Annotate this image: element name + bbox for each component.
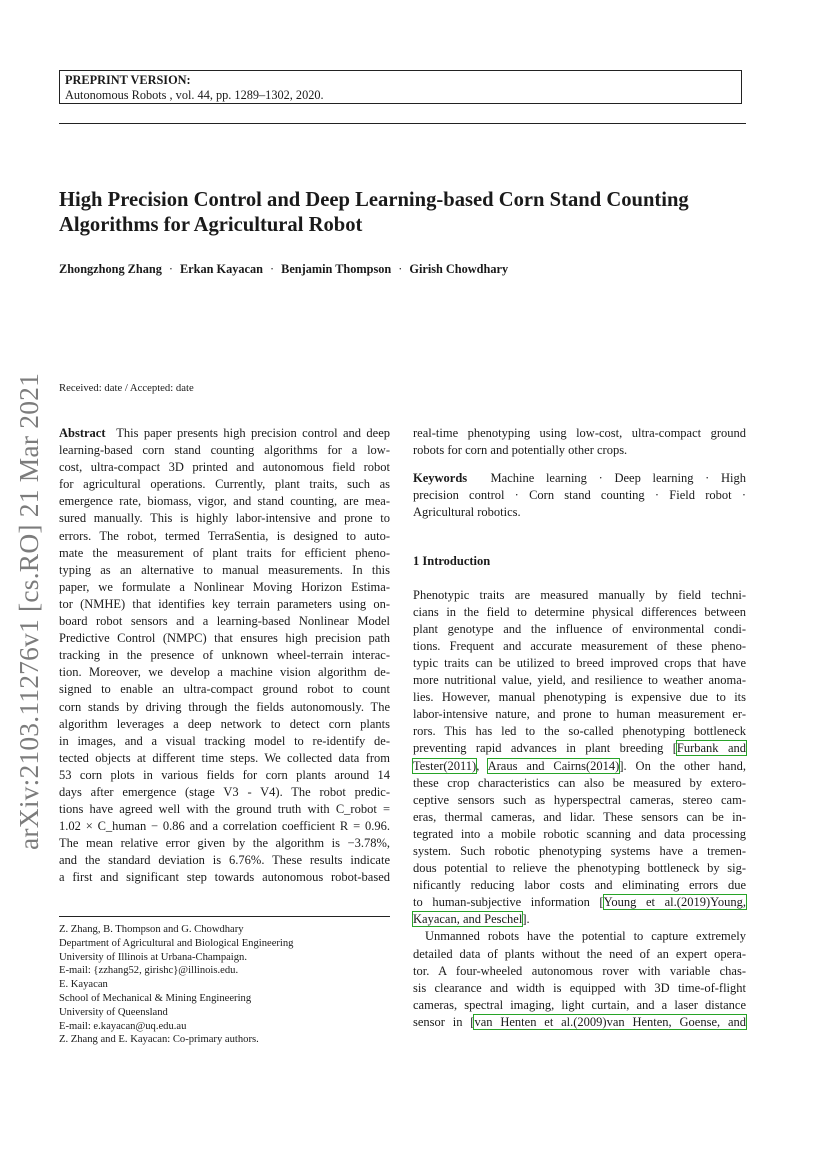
intro-line: typic traits can be utilized to breed improved crops that have [413, 655, 746, 670]
footnote-line: Z. Zhang, B. Thompson and G. Chowdhary [59, 924, 244, 935]
abstract-continuation-line: robots for corn and potentially other crops. [413, 443, 628, 458]
abstract-line: algorithm leverages a deep network to detect corn plants [59, 716, 390, 731]
abstract-line: typing as an alternative to manual measurements. In this [59, 562, 390, 577]
abstract-line: a first and significant step towards autonomous robot-based [59, 870, 390, 885]
footnote-line: E-mail: e.kayacan@uq.edu.au [59, 1020, 187, 1032]
preprint-citation: Autonomous Robots , vol. 44, pp. 1289–1302, 2020. [65, 88, 324, 102]
received-date: Received: date / Accepted: date [59, 382, 194, 394]
intro-line: sis clearance and width is equipped with 3D time-of-flight [413, 980, 746, 995]
abstract-line: tracking in the presence of unknown wheel-terrain interac- [59, 648, 390, 663]
footnote-line: University of Illinois at Urbana-Champaign. [59, 951, 247, 963]
citation-link[interactable]: Kayacan, and Peschel [413, 912, 523, 927]
abstract-line: and the standard deviation is 6.76%. These results indicate [59, 853, 390, 868]
abstract-line: errors. The robot, termed TerraSentia, is designed to auto- [59, 528, 390, 543]
abstract-line: tions have agreed well with the ground truth with C_robot = [59, 802, 390, 817]
footnote-line: E-mail: {zzhang52, girishc}@illinois.edu. [59, 965, 239, 977]
citation-link[interactable]: Young et al.(2019)Young, [603, 895, 747, 910]
abstract-line: tor (NMHE) that identifies key terrain parameters using on- [59, 596, 390, 611]
abstract-line: emergence rate, biomass, vigor, and stand counting, are mea- [59, 494, 390, 509]
abstract-line: corn stands by driving through the fields autonomously. The [59, 699, 390, 714]
author-separator: · [168, 262, 173, 276]
intro-line: preventing rapid advances in plant breeding [Furbank and [413, 741, 746, 756]
keywords-heading: Keywords [413, 471, 468, 486]
abstract-line: signed to enable an ultra-compact ground robot to count [59, 682, 390, 697]
abstract-line: mate the measurement of plant traits for efficient pheno- [59, 545, 390, 560]
citation-link[interactable]: van Henten et al.(2009)van Henten, Goense, and [474, 1014, 746, 1029]
abstract-line: tected objects at different time steps. We collected data from [59, 750, 390, 765]
title-line: High Precision Control and Deep Learning-based Corn Stand Counting [59, 189, 689, 211]
intro-line: Unmanned robots have the potential to capture extremely [425, 929, 746, 944]
abstract-line: tion. Moreover, we develop a machine vision algorithm de- [59, 665, 390, 680]
abstract-line: 53 corn plots in various fields for corn plants around 14 [59, 767, 390, 782]
intro-line: tegrated into a mobile robotic scanning and data processing [413, 826, 746, 841]
author-separator: · [398, 262, 403, 276]
preprint-label: PREPRINT VERSION: [65, 73, 191, 87]
intro-line: more nutritional value, yield, and resilience to weather anoma- [413, 673, 746, 688]
author-list [59, 262, 759, 277]
keywords-line: Keywords Machine learning · Deep learning · High [413, 471, 746, 486]
abstract-line: The mean relative error given by the algorithm is −3.78%, [59, 836, 390, 851]
intro-line: nificantly reducing labor costs and eliminating errors due [413, 878, 746, 893]
author-name: Benjamin Thompson [281, 262, 392, 276]
intro-line: ceptive sensors such as hyperspectral cameras, stereo cam- [413, 792, 746, 807]
abstract-continuation-line: real-time phenotyping using low-cost, ultra-compact ground [413, 426, 746, 440]
abstract-line: Predictive Control (NMPC) that ensures high precision path [59, 631, 390, 646]
header-rule [59, 123, 746, 124]
author-name: Girish Chowdhary [409, 262, 509, 276]
intro-line: to human-subjective information [Young et al.(2019)Young, [413, 895, 747, 910]
intro-line: plant genotype and the influence of environmental condi- [413, 621, 746, 636]
abstract-line: days after emergence (stage V3 - V4). The robot predic- [59, 784, 390, 799]
keywords-line: precision control · Corn stand counting · Field robot · [413, 488, 746, 503]
intro-line: tor. A four-wheeled autonomous rover with variable chas- [413, 963, 746, 978]
arxiv-stamp: arXiv:2103.11276v1 [cs.RO] 21 Mar 2021 [13, 372, 44, 850]
footnote-line: E. Kayacan [59, 979, 108, 991]
right-column [413, 425, 746, 1031]
footnote-line: Z. Zhang and E. Kayacan: Co-primary authors. [59, 1034, 259, 1046]
intro-line: tions. Frequent and accurate measurement of these pheno- [413, 638, 746, 653]
citation-link[interactable]: Tester(2011) [413, 758, 477, 773]
abstract-line: learning-based corn stand counting algorithms for a low- [59, 443, 390, 458]
intro-line: Tester(2011), Araus and Cairns(2014)]. On the other hand, [413, 758, 746, 773]
intro-line: cameras, spectral imaging, light curtain, and a laser distance [413, 997, 746, 1012]
affiliation-footnote [59, 923, 390, 1047]
intro-line: Phenotypic traits are measured manually by field techni- [413, 587, 746, 602]
intro-line: system. Such robotic phenotyping systems have a tremen- [413, 843, 746, 858]
preprint-notice-box [59, 70, 742, 104]
abstract-line: in images, and a visual tracking model to re-identify de- [59, 733, 390, 748]
citation-link[interactable]: Furbank and [676, 741, 746, 756]
citation-link[interactable]: Araus and Cairns(2014) [487, 758, 620, 773]
abstract-line: 1.02 × C_human − 0.86 and a correlation coefficient R = 0.96. [59, 819, 390, 834]
abstract-line: Abstract This paper presents high precision control and deep [59, 426, 390, 440]
abstract-line: paper, we formulate a Nonlinear Moving Horizon Estima- [59, 579, 390, 594]
intro-line: these crop characteristics can also be measured by extero- [413, 775, 746, 790]
abstract-line: sured manually. This is highly labor-intensive and prone to [59, 511, 390, 526]
intro-line: labor-intensive nature, and prone to human measurement er- [413, 707, 746, 722]
footnote-line: University of Queensland [59, 1006, 168, 1018]
title-line: Algorithms for Agricultural Robot [59, 214, 363, 236]
author-separator: · [270, 262, 275, 276]
intro-line: dous potential to relieve the phenotyping bottleneck by sig- [413, 861, 746, 876]
paper-title [59, 188, 759, 238]
footnote-rule [59, 916, 390, 917]
abstract-column [59, 425, 390, 887]
intro-line: rors. This has led to the so-called phenotyping bottleneck [413, 724, 746, 739]
abstract-line: for agricultural operations. Currently, plant traits, such as [59, 477, 390, 492]
section-heading: 1 Introduction [413, 554, 491, 569]
author-name: Erkan Kayacan [179, 262, 264, 276]
author-name: Zhongzhong Zhang [59, 262, 162, 276]
intro-line: cians in the field to determine physical differences between [413, 604, 746, 619]
intro-line: Kayacan, and Peschel]. [413, 912, 530, 927]
intro-line: detailed data of plants without the need of an expert opera- [413, 946, 746, 961]
abstract-line: cost, ultra-compact 3D printed and autonomous field robot [59, 460, 390, 475]
intro-line: lies. However, manual phenotyping is expensive due to its [413, 690, 746, 705]
footnote-line: Department of Agricultural and Biological Engineering [59, 937, 294, 949]
abstract-heading: Abstract [59, 426, 106, 440]
intro-line: sensor in [van Henten et al.(2009)van Henten, Goense, and [413, 1014, 746, 1029]
keywords-line: Agricultural robotics. [413, 505, 521, 520]
intro-line: eras, thermal cameras, and lidar. These sensors can be in- [413, 809, 746, 824]
abstract-line: board robot sensors and a learning-based Nonlinear Model [59, 614, 390, 629]
footnote-line: School of Mechanical & Mining Engineering [59, 992, 252, 1004]
